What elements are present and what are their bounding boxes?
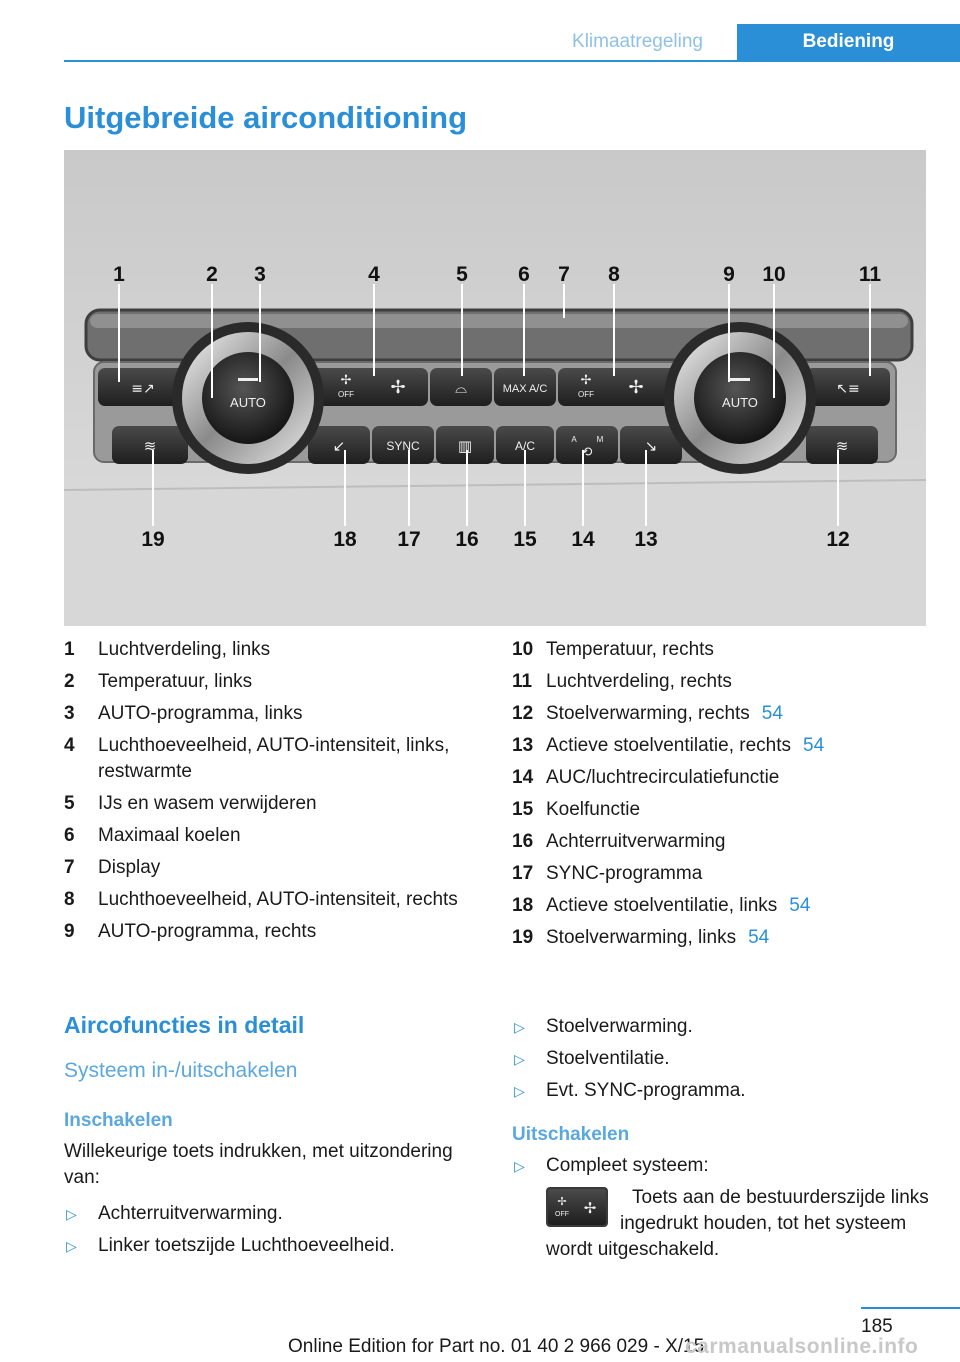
- auto-label-right: AUTO: [722, 395, 758, 410]
- recirculation-icon: ⟲: [581, 445, 593, 460]
- list-item: ▷ Achterruitverwarming.: [64, 1201, 482, 1227]
- recirculation-a-label: A: [571, 435, 577, 444]
- legend-item: [64, 791, 482, 817]
- sync-label: SYNC: [386, 439, 420, 453]
- footer-rule: [861, 1307, 960, 1309]
- switch-off-item-text: Toets aan de bestuurderszijde links ingedrukt houden, tot het systeem wordt uitgeschakeld.: [546, 1187, 929, 1260]
- legend-item: [64, 701, 482, 727]
- legend-item: [512, 765, 930, 791]
- legend-item: [64, 919, 482, 945]
- switch-on-exceptions-list: [64, 1201, 482, 1259]
- legend-item: [64, 823, 482, 849]
- page-reference-link[interactable]: 54: [761, 703, 783, 724]
- fan-off-label: OFF: [338, 390, 354, 399]
- legend-item: [64, 733, 482, 785]
- header-rule: [64, 60, 960, 62]
- recirculation-m-label: M: [596, 435, 604, 444]
- fan-off-key-icon: [546, 1187, 608, 1227]
- legend-item: [512, 797, 930, 823]
- legend-number: 5: [64, 793, 75, 814]
- legend-number: 18: [512, 895, 534, 916]
- callout-9: 9: [723, 263, 735, 286]
- page-title: Uitgebreide airconditioning: [64, 100, 468, 135]
- list-item: ▷ Linker toetszijde Luchthoeveelheid.: [64, 1233, 482, 1259]
- temperature-knob-right: [664, 322, 816, 474]
- legend-text: Display: [98, 857, 161, 878]
- fan-off-icon: ✢: [340, 373, 352, 388]
- legend-text: Maximaal koelen: [98, 825, 241, 846]
- legend-number: 17: [512, 863, 534, 884]
- legend-number: 15: [512, 799, 534, 820]
- air-distribution-left-icon: ≡↗: [131, 381, 155, 397]
- callout-19: 19: [141, 528, 165, 551]
- legend-item: [512, 669, 930, 695]
- legend-number: 8: [64, 889, 75, 910]
- legend-number: 11: [512, 671, 533, 692]
- callout-11: 11: [858, 263, 882, 286]
- svg-text:✢: ✢: [583, 1199, 597, 1217]
- key-off-label: OFF: [555, 1211, 569, 1218]
- body-column-left: [64, 1012, 482, 1265]
- list-item: ▷ Evt. SYNC-programma.: [512, 1078, 930, 1104]
- legend-item: [512, 701, 930, 727]
- legend-text: IJs en wasem verwijderen: [98, 793, 317, 814]
- legend-item: [64, 637, 482, 663]
- callout-4: 4: [368, 263, 380, 286]
- seat-heating-left-icon: ≋: [143, 437, 157, 455]
- legend-number: 7: [64, 857, 75, 878]
- legend-number: 10: [512, 639, 534, 660]
- temperature-knob-left: [172, 322, 324, 474]
- max-ac-label: MAX A/C: [502, 383, 548, 395]
- climate-panel-figure: [64, 150, 926, 626]
- fan-icon: ✢: [390, 377, 406, 398]
- page-reference-link[interactable]: 54: [789, 895, 811, 916]
- fan-left-button: [308, 368, 428, 406]
- auto-label-left: AUTO: [230, 395, 266, 410]
- svg-text:✢: ✢: [557, 1195, 567, 1208]
- defrost-icon: ⌓: [455, 379, 467, 397]
- legend-number: 2: [64, 671, 75, 692]
- legend-item: [512, 829, 930, 855]
- legend-number: 13: [512, 735, 534, 756]
- legend-text: Actieve stoelventilatie, links: [546, 895, 778, 916]
- callout-12: 12: [826, 528, 850, 551]
- switch-on-heading: Inschakelen: [64, 1110, 173, 1131]
- body-column-right: [512, 1014, 930, 1269]
- seat-ventilation-left-icon: ↙: [332, 437, 346, 455]
- header-chapter-tab: Bediening: [737, 24, 960, 61]
- callout-1: 1: [113, 263, 125, 286]
- legend-text: Stoelverwarming, links: [546, 927, 737, 948]
- legend-item: [64, 855, 482, 881]
- switch-off-item-title: ▷ Compleet systeem:: [546, 1155, 709, 1176]
- legend-number: 3: [64, 703, 75, 724]
- legend-number: 1: [64, 639, 75, 660]
- lower-panel: [64, 480, 926, 626]
- legend-number: 6: [64, 825, 75, 846]
- list-item: [512, 1153, 930, 1263]
- legend-text: Luchtverdeling, rechts: [546, 671, 732, 692]
- fan-icon-right: ✢: [628, 377, 644, 398]
- legend-text: Temperatuur, links: [98, 671, 253, 692]
- callout-6: 6: [518, 263, 530, 286]
- switch-off-heading: Uitschakelen: [512, 1124, 630, 1145]
- legend-text: AUTO-programma, links: [98, 703, 303, 724]
- legend-item: [512, 637, 930, 663]
- callout-15: 15: [513, 528, 537, 551]
- list-item: ▷ Stoelventilatie.: [512, 1046, 930, 1072]
- switch-on-text: Willekeurige toets indrukken, met uitzondering van:: [64, 1141, 453, 1188]
- legend-item: [64, 887, 482, 913]
- switch-on-exceptions-list-continued: [512, 1014, 930, 1104]
- switch-off-list: [512, 1153, 930, 1263]
- legend-text: AUTO-programma, rechts: [98, 921, 317, 942]
- legend-text: Stoelverwarming, rechts: [546, 703, 750, 724]
- climate-panel-illustration: [64, 150, 926, 626]
- callout-14: 14: [571, 528, 595, 551]
- seat-ventilation-right-icon: ↘: [644, 437, 658, 455]
- callout-17: 17: [397, 528, 421, 551]
- fan-off-label-right: OFF: [578, 390, 594, 399]
- section-subheading: Systeem in-/uitschakelen: [64, 1059, 298, 1082]
- page-number: 185: [861, 1316, 893, 1337]
- legend-item: [512, 925, 930, 951]
- fan-right-button: [558, 368, 678, 406]
- legend-item: [512, 861, 930, 887]
- list-item: ▷ Stoelverwarming.: [512, 1014, 930, 1040]
- page-reference-link[interactable]: 54: [748, 927, 770, 948]
- callout-7: 7: [558, 263, 570, 286]
- legend-item: [512, 733, 930, 759]
- header-section-tab: Klimaatregeling: [572, 31, 703, 52]
- callout-18: 18: [333, 528, 357, 551]
- legend-item: [64, 669, 482, 695]
- callout-10: 10: [762, 263, 786, 286]
- legend-text: Luchtverdeling, links: [98, 639, 271, 660]
- seat-heating-right-icon: ≋: [835, 437, 849, 455]
- callout-13: 13: [634, 528, 658, 551]
- legend-list-left: [64, 637, 482, 951]
- legend-number: 16: [512, 831, 534, 852]
- legend-text: AUC/luchtrecirculatiefunctie: [546, 767, 780, 788]
- legend-text: Achterruitverwarming: [546, 831, 726, 852]
- legend-list-right: [512, 637, 930, 957]
- legend-number: 9: [64, 921, 75, 942]
- callout-5: 5: [456, 263, 468, 286]
- legend-text: Luchthoeveelheid, AUTO-intensiteit, rechts: [98, 889, 458, 910]
- legend-number: 4: [64, 735, 75, 756]
- rear-defrost-icon: ▥: [457, 437, 473, 455]
- legend-text: Luchthoeveelheid, AUTO-intensiteit, links, restwarmte: [98, 735, 450, 782]
- edition-note: Online Edition for Part no. 01 40 2 966 029 - X/15: [288, 1336, 705, 1357]
- legend-text: Actieve stoelventilatie, rechts: [546, 735, 792, 756]
- page-reference-link[interactable]: 54: [803, 735, 825, 756]
- callout-16: 16: [455, 528, 479, 551]
- callout-8: 8: [608, 263, 620, 286]
- ac-label: A/C: [514, 439, 536, 453]
- legend-text: SYNC-programma: [546, 863, 703, 884]
- air-distribution-right-icon: ↖≡: [836, 381, 860, 397]
- watermark: carmanualsonline.info: [685, 1335, 919, 1358]
- legend-number: 19: [512, 927, 534, 948]
- legend-number: 12: [512, 703, 534, 724]
- legend-text: Koelfunctie: [546, 799, 641, 820]
- callout-2: 2: [206, 263, 218, 286]
- fan-off-icon-right: ✢: [580, 373, 592, 388]
- callout-3: 3: [254, 263, 266, 286]
- legend-item: [512, 893, 930, 919]
- section-heading: Aircofuncties in detail: [64, 1012, 305, 1038]
- legend-number: 14: [512, 767, 534, 788]
- legend-text: Temperatuur, rechts: [546, 639, 714, 660]
